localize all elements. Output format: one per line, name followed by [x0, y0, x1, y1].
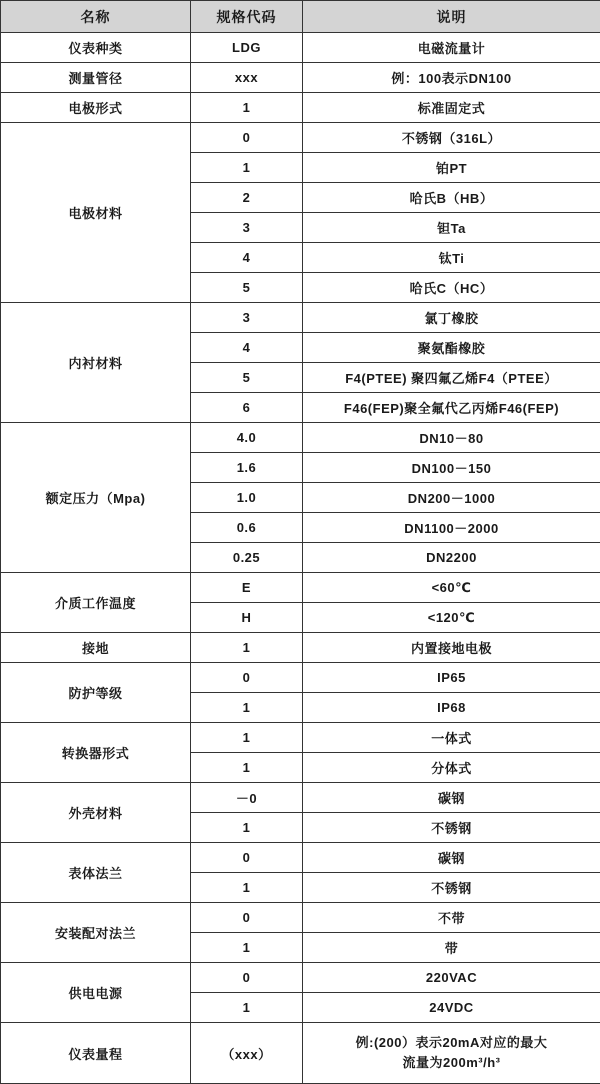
spec-code: 1.6: [191, 453, 303, 483]
table-row: [1, 633, 600, 663]
spec-description: 不锈钢: [303, 813, 600, 843]
spec-description: 一体式: [303, 723, 600, 753]
row-name: 安装配对法兰: [1, 903, 191, 963]
table-row: [1, 573, 600, 603]
spec-code: 0.6: [191, 513, 303, 543]
spec-code: 1.0: [191, 483, 303, 513]
spec-description: 钽Ta: [303, 213, 600, 243]
spec-code: 5: [191, 363, 303, 393]
spec-code: 0: [191, 123, 303, 153]
spec-description: IP65: [303, 663, 600, 693]
spec-code: 4: [191, 333, 303, 363]
spec-description: 铂PT: [303, 153, 600, 183]
table-header: [1, 1, 600, 33]
spec-description: DN1100－2000: [303, 513, 600, 543]
row-name: 防护等级: [1, 663, 191, 723]
spec-code: 1: [191, 813, 303, 843]
table-row: [1, 843, 600, 873]
row-name: 额定压力（Mpa): [1, 423, 191, 573]
spec-description: F46(FEP)聚全氟代乙丙烯F46(FEP): [303, 393, 600, 423]
spec-code: 1: [191, 873, 303, 903]
spec-description: DN100－150: [303, 453, 600, 483]
spec-description: 带: [303, 933, 600, 963]
spec-description: 例:(200）表示20mA对应的最大 流量为200m³/h³: [303, 1023, 600, 1084]
table-row: [1, 663, 600, 693]
row-name: 供电电源: [1, 963, 191, 1023]
spec-description: 碳钢: [303, 783, 600, 813]
spec-description: 氯丁橡胶: [303, 303, 600, 333]
spec-description: 电磁流量计: [303, 33, 600, 63]
table-row: [1, 1023, 600, 1084]
spec-description: 碳钢: [303, 843, 600, 873]
table-row: [1, 93, 600, 123]
spec-description: 不锈钢: [303, 873, 600, 903]
table-row: [1, 63, 600, 93]
spec-code: 1: [191, 933, 303, 963]
row-name: 表体法兰: [1, 843, 191, 903]
spec-description: 不带: [303, 903, 600, 933]
row-name: 外壳材料: [1, 783, 191, 843]
spec-description: 例：100表示DN100: [303, 63, 600, 93]
spec-description: DN2200: [303, 543, 600, 573]
spec-code: H: [191, 603, 303, 633]
row-name: 测量管径: [1, 63, 191, 93]
spec-code: 6: [191, 393, 303, 423]
spec-code: xxx: [191, 63, 303, 93]
table-row: [1, 303, 600, 333]
spec-description: IP68: [303, 693, 600, 723]
spec-description: F4(PTEE) 聚四氟乙烯F4（PTEE）: [303, 363, 600, 393]
spec-code: 0: [191, 963, 303, 993]
spec-code: 3: [191, 303, 303, 333]
spec-code: 4.0: [191, 423, 303, 453]
table-row: [1, 123, 600, 153]
header-desc: 说明: [303, 1, 600, 33]
table-row: [1, 903, 600, 933]
spec-description: 钛Ti: [303, 243, 600, 273]
header-code: 规格代码: [191, 1, 303, 33]
spec-description: 哈氏B（HB）: [303, 183, 600, 213]
table-row: [1, 723, 600, 753]
table-row: [1, 963, 600, 993]
table-row: [1, 783, 600, 813]
spec-code: 1: [191, 753, 303, 783]
row-name: 电极材料: [1, 123, 191, 303]
spec-code: E: [191, 573, 303, 603]
header-row: [1, 1, 600, 33]
spec-description: 标准固定式: [303, 93, 600, 123]
row-name: 仪表种类: [1, 33, 191, 63]
spec-code: 1: [191, 93, 303, 123]
spec-code: 1: [191, 633, 303, 663]
row-name: 仪表量程: [1, 1023, 191, 1084]
row-name: 转换器形式: [1, 723, 191, 783]
spec-code: （xxx）: [191, 1023, 303, 1084]
row-name: 介质工作温度: [1, 573, 191, 633]
spec-description: 聚氨酯橡胶: [303, 333, 600, 363]
spec-code: LDG: [191, 33, 303, 63]
spec-code: 1: [191, 153, 303, 183]
spec-code: 2: [191, 183, 303, 213]
spec-code: 0: [191, 903, 303, 933]
spec-description: 220VAC: [303, 963, 600, 993]
spec-description: 哈氏C（HC）: [303, 273, 600, 303]
spec-code: 1: [191, 723, 303, 753]
header-name: 名称: [1, 1, 191, 33]
spec-description: 不锈钢（316L）: [303, 123, 600, 153]
row-name: 内衬材料: [1, 303, 191, 423]
spec-description: 24VDC: [303, 993, 600, 1023]
row-name: 电极形式: [1, 93, 191, 123]
row-name: 接地: [1, 633, 191, 663]
table-row: [1, 423, 600, 453]
spec-code: 3: [191, 213, 303, 243]
spec-description: 内置接地电极: [303, 633, 600, 663]
spec-code: 0: [191, 843, 303, 873]
spec-code: 0: [191, 663, 303, 693]
spec-code: －0: [191, 783, 303, 813]
spec-code: 0.25: [191, 543, 303, 573]
spec-code: 5: [191, 273, 303, 303]
spec-description: DN10－80: [303, 423, 600, 453]
spec-code: 4: [191, 243, 303, 273]
spec-description: <60℃: [303, 573, 600, 603]
spec-code: 1: [191, 693, 303, 723]
spec-code: 1: [191, 993, 303, 1023]
spec-description: 分体式: [303, 753, 600, 783]
spec-description: DN200－1000: [303, 483, 600, 513]
spec-description: <120℃: [303, 603, 600, 633]
table-row: [1, 33, 600, 63]
table-body: [1, 33, 600, 1084]
